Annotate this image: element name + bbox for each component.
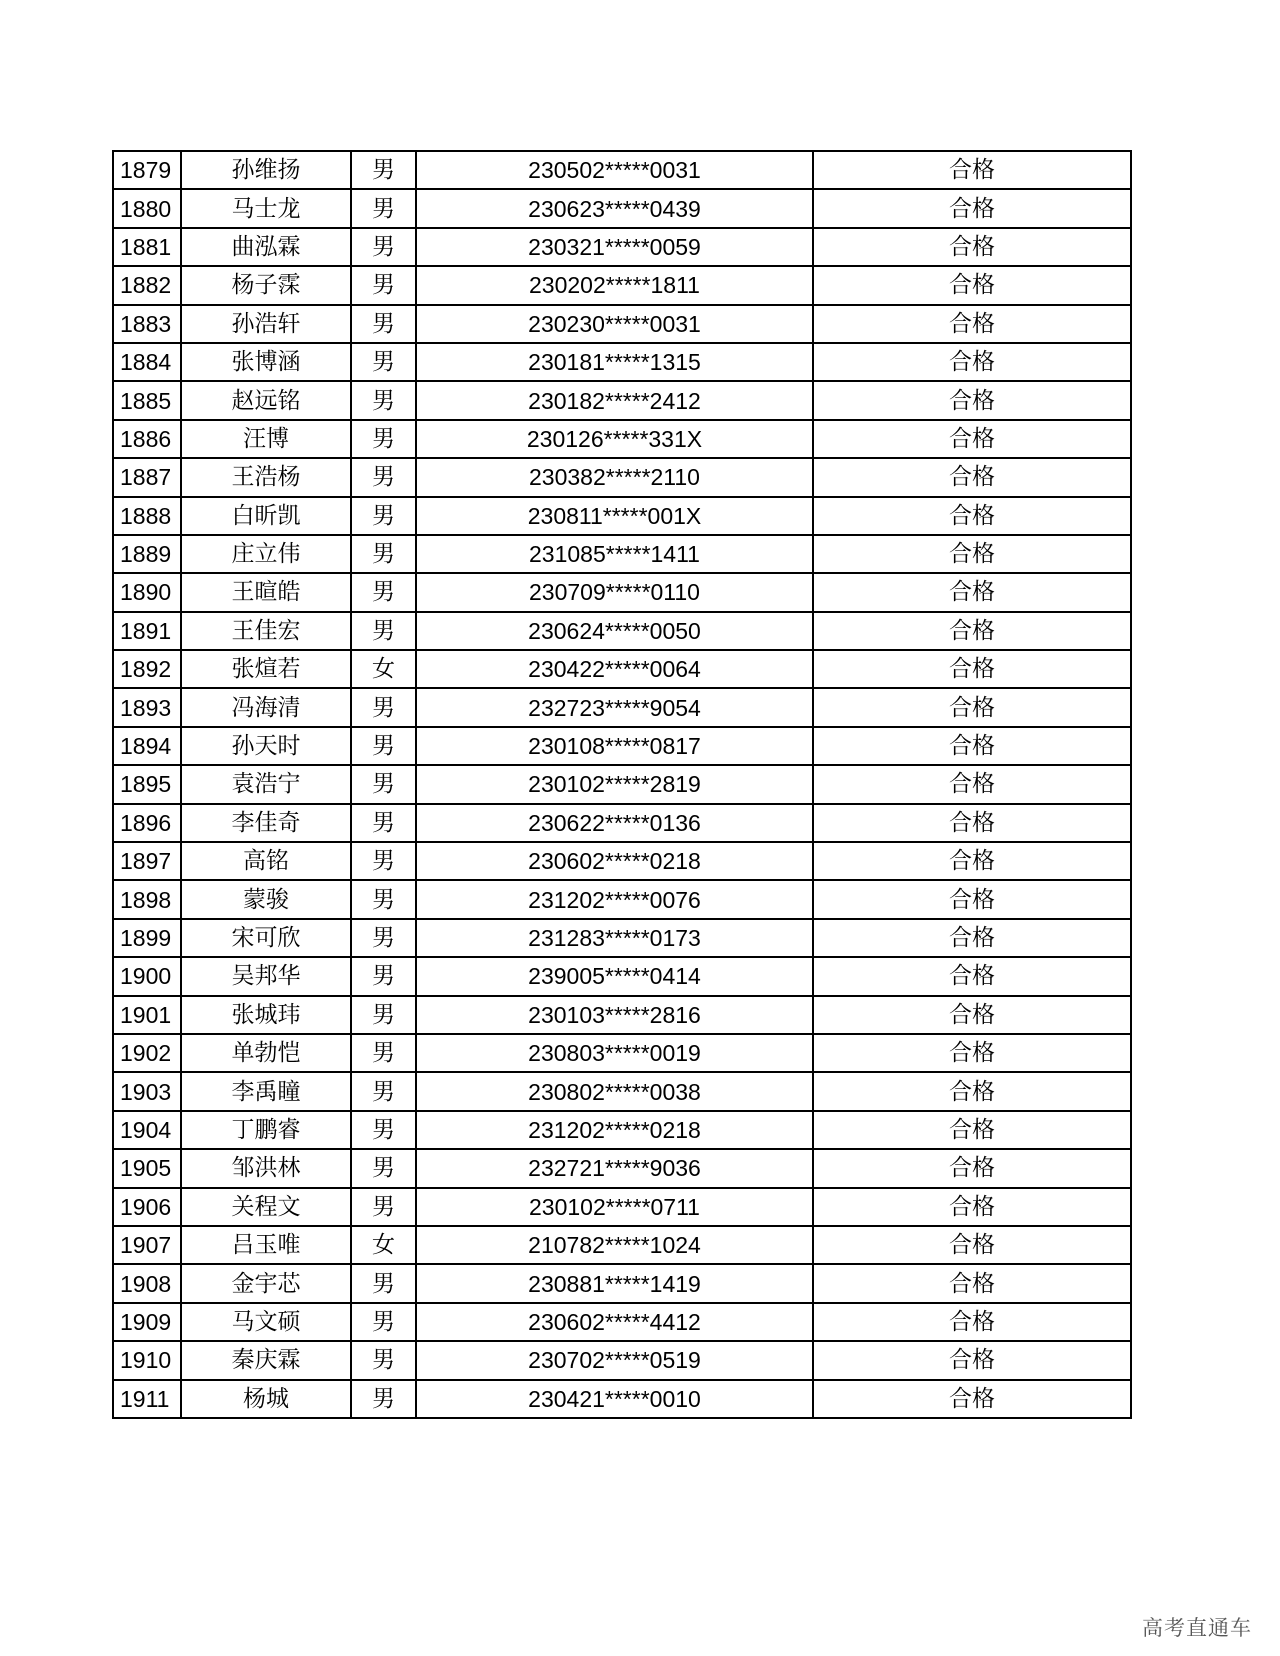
- cell-id-number: 230230*****0031: [416, 305, 813, 343]
- roster-table: [112, 150, 1132, 1419]
- cell-id-number: 230602*****4412: [416, 1303, 813, 1341]
- cell-id-number: 232721*****9036: [416, 1149, 813, 1187]
- cell-result: 合格: [813, 573, 1131, 611]
- cell-name: 张城玮: [181, 996, 351, 1034]
- table-row: [113, 688, 1131, 726]
- cell-id-number: 230202*****1811: [416, 266, 813, 304]
- cell-gender: 男: [351, 1303, 416, 1341]
- table-row: [113, 1341, 1131, 1379]
- cell-name: 孙天时: [181, 727, 351, 765]
- cell-id-number: 230624*****0050: [416, 612, 813, 650]
- cell-gender: 男: [351, 305, 416, 343]
- table-row: [113, 1111, 1131, 1149]
- cell-seq-number: 1887: [113, 458, 181, 496]
- cell-gender: 男: [351, 573, 416, 611]
- cell-id-number: 230881*****1419: [416, 1264, 813, 1302]
- cell-name: 汪博: [181, 420, 351, 458]
- cell-id-number: 230803*****0019: [416, 1034, 813, 1072]
- cell-id-number: 230622*****0136: [416, 804, 813, 842]
- cell-name: 丁鹏睿: [181, 1111, 351, 1149]
- cell-result: 合格: [813, 1111, 1131, 1149]
- cell-seq-number: 1888: [113, 497, 181, 535]
- cell-result: 合格: [813, 727, 1131, 765]
- cell-gender: 男: [351, 804, 416, 842]
- cell-result: 合格: [813, 1264, 1131, 1302]
- cell-seq-number: 1910: [113, 1341, 181, 1379]
- cell-gender: 男: [351, 266, 416, 304]
- watermark-text: 高考直通车: [1142, 1616, 1252, 1640]
- cell-result: 合格: [813, 305, 1131, 343]
- cell-result: 合格: [813, 1341, 1131, 1379]
- cell-seq-number: 1883: [113, 305, 181, 343]
- table-row: [113, 996, 1131, 1034]
- table-row: [113, 151, 1131, 189]
- cell-id-number: 230102*****2819: [416, 765, 813, 803]
- cell-seq-number: 1895: [113, 765, 181, 803]
- table-row: [113, 1188, 1131, 1226]
- cell-seq-number: 1900: [113, 957, 181, 995]
- cell-id-number: 230802*****0038: [416, 1072, 813, 1110]
- cell-seq-number: 1892: [113, 650, 181, 688]
- cell-id-number: 231085*****1411: [416, 535, 813, 573]
- table-row: [113, 189, 1131, 227]
- cell-name: 高铭: [181, 842, 351, 880]
- cell-id-number: 230102*****0711: [416, 1188, 813, 1226]
- table-row: [113, 228, 1131, 266]
- cell-name: 袁浩宁: [181, 765, 351, 803]
- cell-result: 合格: [813, 228, 1131, 266]
- table-row: [113, 919, 1131, 957]
- cell-seq-number: 1896: [113, 804, 181, 842]
- cell-seq-number: 1882: [113, 266, 181, 304]
- cell-name: 吴邦华: [181, 957, 351, 995]
- cell-result: 合格: [813, 688, 1131, 726]
- cell-gender: 男: [351, 1149, 416, 1187]
- cell-result: 合格: [813, 1188, 1131, 1226]
- cell-gender: 男: [351, 996, 416, 1034]
- cell-gender: 男: [351, 1264, 416, 1302]
- table-row: [113, 1380, 1131, 1418]
- cell-gender: 男: [351, 343, 416, 381]
- cell-name: 宋可欣: [181, 919, 351, 957]
- cell-seq-number: 1881: [113, 228, 181, 266]
- cell-result: 合格: [813, 612, 1131, 650]
- cell-result: 合格: [813, 996, 1131, 1034]
- cell-id-number: 231202*****0076: [416, 880, 813, 918]
- cell-name: 金宇芯: [181, 1264, 351, 1302]
- cell-result: 合格: [813, 189, 1131, 227]
- cell-seq-number: 1897: [113, 842, 181, 880]
- cell-name: 马士龙: [181, 189, 351, 227]
- cell-result: 合格: [813, 1072, 1131, 1110]
- table-row: [113, 1072, 1131, 1110]
- table-row: [113, 1226, 1131, 1264]
- cell-seq-number: 1908: [113, 1264, 181, 1302]
- cell-name: 张博涵: [181, 343, 351, 381]
- cell-result: 合格: [813, 1226, 1131, 1264]
- cell-gender: 男: [351, 880, 416, 918]
- cell-result: 合格: [813, 497, 1131, 535]
- table-row: [113, 1149, 1131, 1187]
- cell-seq-number: 1905: [113, 1149, 181, 1187]
- table-row: [113, 420, 1131, 458]
- cell-seq-number: 1890: [113, 573, 181, 611]
- cell-name: 邹洪林: [181, 1149, 351, 1187]
- cell-name: 李佳奇: [181, 804, 351, 842]
- cell-gender: 女: [351, 1226, 416, 1264]
- table-row: [113, 842, 1131, 880]
- cell-name: 李禹瞳: [181, 1072, 351, 1110]
- cell-id-number: 230181*****1315: [416, 343, 813, 381]
- cell-name: 杨城: [181, 1380, 351, 1418]
- cell-gender: 男: [351, 381, 416, 419]
- cell-seq-number: 1891: [113, 612, 181, 650]
- table-row: [113, 1034, 1131, 1072]
- cell-seq-number: 1904: [113, 1111, 181, 1149]
- cell-result: 合格: [813, 458, 1131, 496]
- cell-result: 合格: [813, 1380, 1131, 1418]
- cell-id-number: 230811*****001X: [416, 497, 813, 535]
- cell-result: 合格: [813, 535, 1131, 573]
- cell-gender: 男: [351, 228, 416, 266]
- cell-gender: 男: [351, 458, 416, 496]
- table-row: [113, 573, 1131, 611]
- cell-gender: 男: [351, 919, 416, 957]
- cell-seq-number: 1884: [113, 343, 181, 381]
- cell-id-number: 230103*****2816: [416, 996, 813, 1034]
- cell-name: 王暄皓: [181, 573, 351, 611]
- cell-id-number: 230602*****0218: [416, 842, 813, 880]
- cell-name: 王浩杨: [181, 458, 351, 496]
- cell-name: 王佳宏: [181, 612, 351, 650]
- cell-gender: 男: [351, 1341, 416, 1379]
- cell-seq-number: 1907: [113, 1226, 181, 1264]
- cell-result: 合格: [813, 804, 1131, 842]
- cell-id-number: 230182*****2412: [416, 381, 813, 419]
- cell-result: 合格: [813, 957, 1131, 995]
- cell-gender: 男: [351, 727, 416, 765]
- cell-id-number: 230623*****0439: [416, 189, 813, 227]
- table-row: [113, 305, 1131, 343]
- cell-gender: 男: [351, 1072, 416, 1110]
- cell-name: 冯海清: [181, 688, 351, 726]
- cell-id-number: 232723*****9054: [416, 688, 813, 726]
- cell-gender: 女: [351, 650, 416, 688]
- cell-seq-number: 1886: [113, 420, 181, 458]
- cell-name: 孙浩轩: [181, 305, 351, 343]
- table-row: [113, 765, 1131, 803]
- cell-seq-number: 1911: [113, 1380, 181, 1418]
- cell-id-number: 230126*****331X: [416, 420, 813, 458]
- cell-gender: 男: [351, 1380, 416, 1418]
- cell-gender: 男: [351, 612, 416, 650]
- cell-name: 秦庆霖: [181, 1341, 351, 1379]
- cell-name: 吕玉唯: [181, 1226, 351, 1264]
- cell-id-number: 231283*****0173: [416, 919, 813, 957]
- cell-seq-number: 1894: [113, 727, 181, 765]
- cell-name: 杨子霂: [181, 266, 351, 304]
- cell-seq-number: 1879: [113, 151, 181, 189]
- cell-gender: 男: [351, 189, 416, 227]
- cell-result: 合格: [813, 266, 1131, 304]
- cell-result: 合格: [813, 842, 1131, 880]
- cell-gender: 男: [351, 1111, 416, 1149]
- table-row: [113, 804, 1131, 842]
- cell-seq-number: 1885: [113, 381, 181, 419]
- cell-gender: 男: [351, 535, 416, 573]
- cell-result: 合格: [813, 765, 1131, 803]
- cell-id-number: 230382*****2110: [416, 458, 813, 496]
- cell-id-number: 230108*****0817: [416, 727, 813, 765]
- cell-id-number: 230321*****0059: [416, 228, 813, 266]
- table-row: [113, 650, 1131, 688]
- cell-name: 孙维扬: [181, 151, 351, 189]
- cell-id-number: 210782*****1024: [416, 1226, 813, 1264]
- cell-result: 合格: [813, 919, 1131, 957]
- cell-seq-number: 1901: [113, 996, 181, 1034]
- table-row: [113, 458, 1131, 496]
- cell-gender: 男: [351, 957, 416, 995]
- cell-gender: 男: [351, 1034, 416, 1072]
- table-row: [113, 957, 1131, 995]
- cell-name: 张煊若: [181, 650, 351, 688]
- cell-id-number: 230422*****0064: [416, 650, 813, 688]
- table-row: [113, 266, 1131, 304]
- table-row: [113, 497, 1131, 535]
- cell-seq-number: 1903: [113, 1072, 181, 1110]
- cell-name: 庄立伟: [181, 535, 351, 573]
- table-row: [113, 880, 1131, 918]
- table-row: [113, 1303, 1131, 1341]
- cell-gender: 男: [351, 420, 416, 458]
- cell-seq-number: 1902: [113, 1034, 181, 1072]
- table-row: [113, 727, 1131, 765]
- table-row: [113, 343, 1131, 381]
- cell-result: 合格: [813, 343, 1131, 381]
- cell-id-number: 230702*****0519: [416, 1341, 813, 1379]
- cell-result: 合格: [813, 420, 1131, 458]
- cell-id-number: 230421*****0010: [416, 1380, 813, 1418]
- cell-gender: 男: [351, 688, 416, 726]
- cell-id-number: 231202*****0218: [416, 1111, 813, 1149]
- table-row: [113, 535, 1131, 573]
- roster-table-body: [113, 151, 1131, 1418]
- cell-result: 合格: [813, 1303, 1131, 1341]
- cell-gender: 男: [351, 842, 416, 880]
- cell-name: 白昕凯: [181, 497, 351, 535]
- cell-seq-number: 1889: [113, 535, 181, 573]
- cell-seq-number: 1909: [113, 1303, 181, 1341]
- cell-result: 合格: [813, 650, 1131, 688]
- cell-id-number: 230502*****0031: [416, 151, 813, 189]
- cell-name: 单勃恺: [181, 1034, 351, 1072]
- cell-name: 马文硕: [181, 1303, 351, 1341]
- table-row: [113, 612, 1131, 650]
- cell-seq-number: 1898: [113, 880, 181, 918]
- cell-seq-number: 1899: [113, 919, 181, 957]
- table-row: [113, 1264, 1131, 1302]
- cell-result: 合格: [813, 1149, 1131, 1187]
- cell-gender: 男: [351, 151, 416, 189]
- cell-gender: 男: [351, 497, 416, 535]
- cell-seq-number: 1893: [113, 688, 181, 726]
- cell-name: 关程文: [181, 1188, 351, 1226]
- cell-result: 合格: [813, 151, 1131, 189]
- cell-name: 赵远铭: [181, 381, 351, 419]
- cell-seq-number: 1906: [113, 1188, 181, 1226]
- cell-result: 合格: [813, 381, 1131, 419]
- cell-name: 曲泓霖: [181, 228, 351, 266]
- cell-id-number: 230709*****0110: [416, 573, 813, 611]
- cell-seq-number: 1880: [113, 189, 181, 227]
- table-row: [113, 381, 1131, 419]
- cell-result: 合格: [813, 1034, 1131, 1072]
- cell-id-number: 239005*****0414: [416, 957, 813, 995]
- cell-gender: 男: [351, 765, 416, 803]
- cell-result: 合格: [813, 880, 1131, 918]
- cell-gender: 男: [351, 1188, 416, 1226]
- cell-name: 蒙骏: [181, 880, 351, 918]
